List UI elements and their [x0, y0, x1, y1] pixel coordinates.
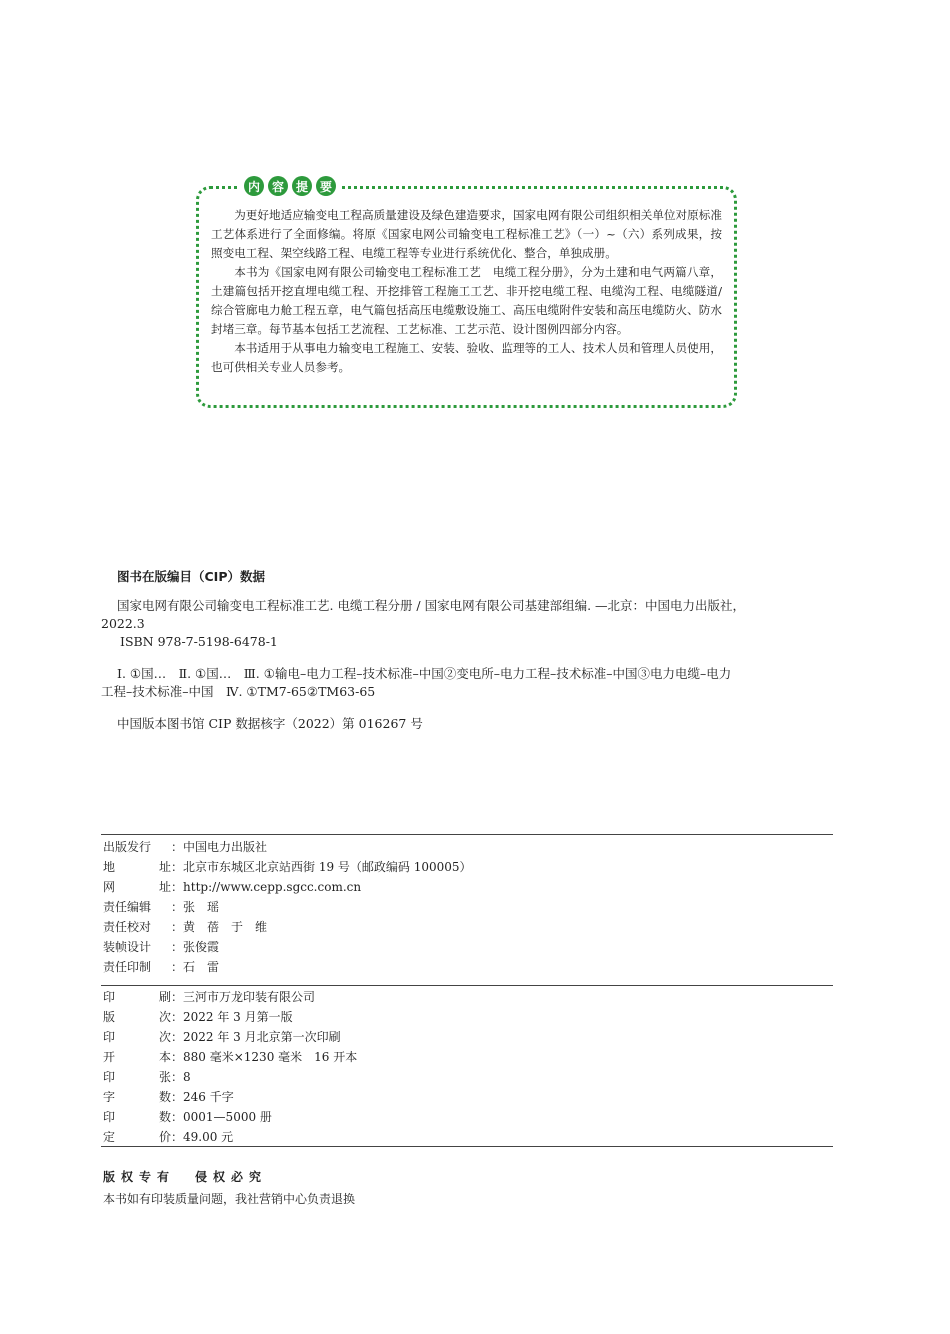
row-value: 张 瑶 — [183, 900, 220, 914]
row-label — [103, 857, 171, 877]
summary-paragraph: 本书为《国家电网有限公司输变电工程标准工艺 电缆工程分册》，分为土建和电气两篇八章，土建篇包括开挖直埋电缆工程、开挖排管工程施工工艺、非开挖电缆工程、电缆沟工程、电缆隧道/综合管廊电力舱工程五章，电气篇包括高压电缆敷设施工、高压电缆附件安装和高压电缆防火、防水封堵三章。每节基本包括工艺流程、工艺标准、工艺示范、设计图例四部分内容。 — [211, 265, 722, 336]
row-label-char: 字 — [103, 1090, 116, 1104]
summary-tab — [238, 174, 342, 198]
row-label-char: 本 — [158, 1050, 171, 1064]
row-label-char: 张 — [158, 1070, 171, 1084]
printing-row: 印 次 ： 2022 年 3 月北京第一次印刷 — [103, 1027, 341, 1047]
publisher-row: 装帧设计 ： 张俊霞 — [103, 937, 219, 957]
summary-tab-char: 提 — [292, 176, 312, 196]
row-label: 责任校对 — [103, 920, 152, 934]
copyright-title-right: 侵权必究 — [195, 1170, 268, 1184]
row-value: 三河市万龙印装有限公司 — [183, 990, 316, 1004]
publisher-row: 责任编辑 ： 张 瑶 — [103, 897, 219, 917]
row-label-char: 刷 — [158, 990, 171, 1004]
row-label-char-1: 地 — [103, 860, 116, 874]
publisher-row: 网 址 ： http://www.cepp.sgcc.com.cn — [103, 877, 361, 897]
row-value: http://www.cepp.sgcc.com.cn — [183, 880, 362, 894]
printing-row: 字 数 ： 246 千字 — [103, 1087, 234, 1107]
row-value: 880 毫米×1230 毫米 16 开本 — [183, 1050, 358, 1064]
printing-row: 印 张 ： 8 — [103, 1067, 191, 1087]
row-value: 246 千字 — [183, 1090, 234, 1104]
row-label — [103, 1027, 171, 1047]
publisher-row: 出版发行 ： 中国电力出版社 — [103, 837, 267, 857]
summary-paragraph: 为更好地适应输变电工程高质量建设及绿色建造要求，国家电网有限公司组织相关单位对原标准工艺体系进行了全面修编。将原《国家电网公司输变电工程标准工艺》（一）~（六）系列成果，按照变电工程、架空线路工程、电缆工程等专业进行系统优化、整合，单独成册。 — [211, 208, 722, 260]
row-label-char: 印 — [103, 990, 116, 1004]
cip-classification-cont: 工程–技术标准–中国 Ⅳ. ①TM7-65②TM63-65 — [101, 684, 376, 699]
copyright-note: 本书如有印装质量问题，我社营销中心负责退换 — [103, 1192, 356, 1206]
cip-isbn: ISBN 978-7-5198-6478-1 — [120, 634, 278, 649]
cip-heading: 图书在版编目（CIP）数据 — [117, 569, 265, 584]
row-label — [103, 1127, 171, 1147]
row-label-char: 次 — [158, 1010, 171, 1024]
cip-title-line: 国家电网有限公司输变电工程标准工艺. 电缆工程分册 / 国家电网有限公司基建部组编. —北京：中国电力出版社， — [117, 598, 746, 613]
cip-data-number: 中国版本图书馆 CIP 数据核字（2022）第 016267 号 — [117, 716, 423, 731]
row-label — [103, 1067, 171, 1087]
copyright-title-left: 版权专有 — [103, 1170, 176, 1184]
row-label: 出版发行 — [103, 840, 152, 854]
row-label-char-1: 网 — [103, 880, 116, 894]
row-label-char: 数 — [158, 1090, 171, 1104]
row-value: 石 雷 — [183, 960, 220, 974]
row-value: 49.00 元 — [183, 1130, 234, 1144]
summary-tab-char: 要 — [316, 176, 336, 196]
row-label — [103, 877, 171, 897]
cip-classification: Ⅰ. ①国… Ⅱ. ①国… Ⅲ. ①输电–电力工程–技术标准–中国②变电所–电力工程–技术标准–中国③电力电缆–电力 — [117, 666, 732, 681]
row-label-char: 版 — [103, 1010, 116, 1024]
row-label-char: 印 — [103, 1110, 116, 1124]
divider — [101, 985, 833, 986]
row-label-char-2: 址 — [158, 860, 171, 874]
row-value: 0001—5000 册 — [183, 1110, 272, 1124]
row-value: 张俊霞 — [183, 940, 220, 954]
printing-row: 定 价 ： 49.00 元 — [103, 1127, 233, 1147]
row-label-char: 次 — [158, 1030, 171, 1044]
row-label-char: 印 — [103, 1030, 116, 1044]
summary-text — [211, 206, 722, 377]
row-value: 黄 蓓 于 维 — [183, 920, 268, 934]
summary-tab-char: 容 — [268, 176, 288, 196]
row-value: 2022 年 3 月北京第一次印刷 — [183, 1030, 341, 1044]
row-label — [103, 1007, 171, 1027]
printing-row: 印 刷 ： 三河市万龙印装有限公司 — [103, 987, 315, 1007]
publisher-row: 地 址 ： 北京市东城区北京站西街 19 号（邮政编码 100005） — [103, 857, 472, 877]
summary-tab-char: 内 — [244, 176, 264, 196]
copyright-title — [103, 1168, 287, 1185]
row-label-char: 印 — [103, 1070, 116, 1084]
divider — [101, 834, 833, 835]
row-value: 北京市东城区北京站西街 19 号（邮政编码 100005） — [183, 860, 472, 874]
row-label — [103, 1087, 171, 1107]
summary-paragraph: 本书适用于从事电力输变电工程施工、安装、验收、监理等的工人、技术人员和管理人员使用，也可供相关专业人员参考。 — [211, 341, 722, 374]
row-label — [103, 1047, 171, 1067]
row-label-char: 数 — [158, 1110, 171, 1124]
row-label-char: 定 — [103, 1130, 116, 1144]
row-value: 2022 年 3 月第一版 — [183, 1010, 293, 1024]
printing-row: 印 数 ： 0001—5000 册 — [103, 1107, 272, 1127]
row-label — [103, 1107, 171, 1127]
row-value: 中国电力出版社 — [183, 840, 268, 854]
row-label-char: 开 — [103, 1050, 116, 1064]
row-label: 责任印制 — [103, 960, 152, 974]
publisher-row: 责任印制 ： 石 雷 — [103, 957, 219, 977]
row-label: 装帧设计 — [103, 940, 152, 954]
cip-title-line-cont: 2022.3 — [101, 616, 145, 631]
row-label — [103, 987, 171, 1007]
row-label-char: 价 — [158, 1130, 171, 1144]
row-value: 8 — [183, 1070, 191, 1084]
publisher-row: 责任校对 ： 黄 蓓 于 维 — [103, 917, 267, 937]
printing-row: 开 本 ： 880 毫米×1230 毫米 16 开本 — [103, 1047, 357, 1067]
row-label-char-2: 址 — [158, 880, 171, 894]
printing-row: 版 次 ： 2022 年 3 月第一版 — [103, 1007, 293, 1027]
row-label: 责任编辑 — [103, 900, 152, 914]
